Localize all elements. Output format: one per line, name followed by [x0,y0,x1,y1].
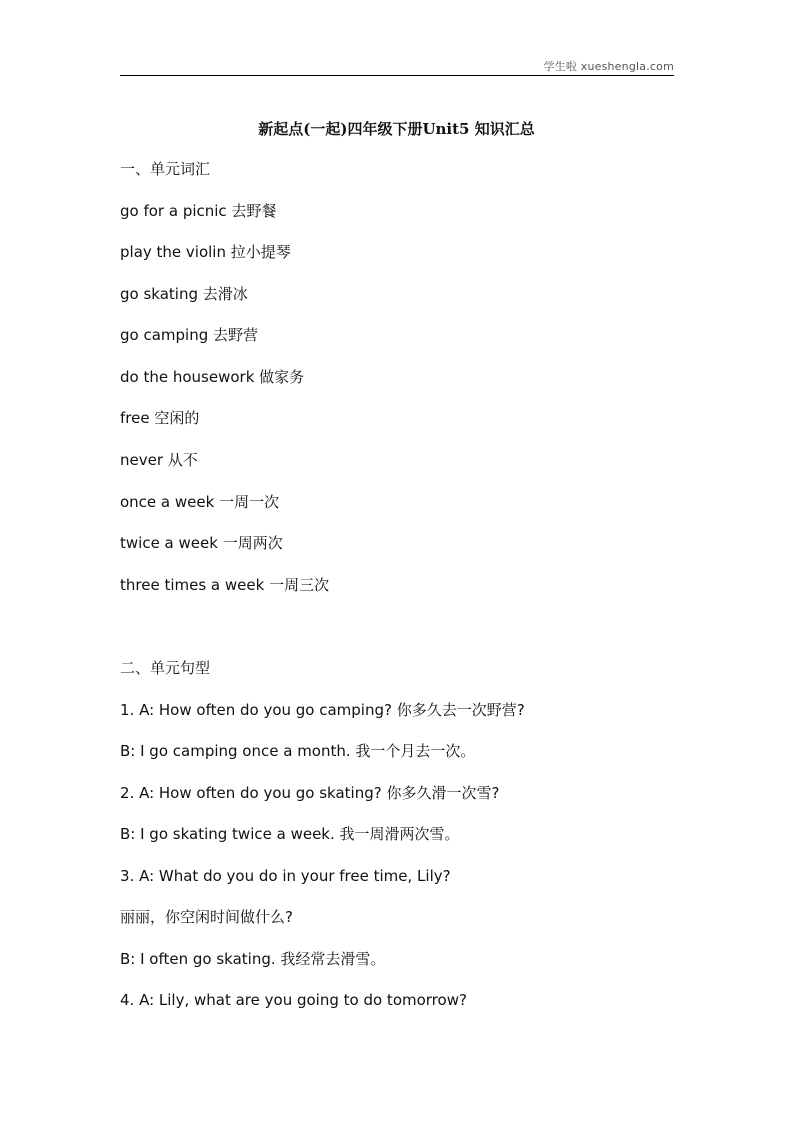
sentence-item: 丽丽，你空闲时间做什么? [120,908,293,926]
sentence-item: B: I go camping once a month. 我一个月去一次。 [120,742,476,760]
vocab-item: once a week 一周一次 [120,493,280,511]
sentence-item: 4. A: Lily, what are you going to do tomorrow? [120,991,467,1009]
section-heading-sentences: 二、单元句型 [120,659,211,677]
sentence-item: B: I often go skating. 我经常去滑雪。 [120,950,386,968]
vocab-item: never 从不 [120,451,198,469]
sentence-item: 3. A: What do you do in your free time, Lily? [120,867,451,885]
vocab-item: free 空闲的 [120,409,200,427]
header-site-label: 学生啦 xueshengla.com [543,60,674,73]
vocab-item: play the violin 拉小提琴 [120,243,291,261]
sentence-item: 2. A: How often do you go skating? 你多久滑一次雪? [120,784,500,802]
vocab-item: three times a week 一周三次 [120,576,330,594]
vocab-item: go camping 去野营 [120,326,259,344]
sentence-item: B: I go skating twice a week. 我一周滑两次雪。 [120,825,460,843]
page-header [120,57,674,76]
vocab-item: do the housework 做家务 [120,368,305,386]
vocab-item: twice a week 一周两次 [120,534,283,552]
sentence-item: 1. A: How often do you go camping? 你多久去一次野营? [120,701,525,719]
vocab-item: go skating 去滑冰 [120,285,248,303]
vocab-item: go for a picnic 去野餐 [120,202,277,220]
document-title: 新起点(一起)四年级下册Unit5 知识汇总 [258,120,535,138]
section-heading-vocabulary: 一、单元词汇 [120,160,211,178]
